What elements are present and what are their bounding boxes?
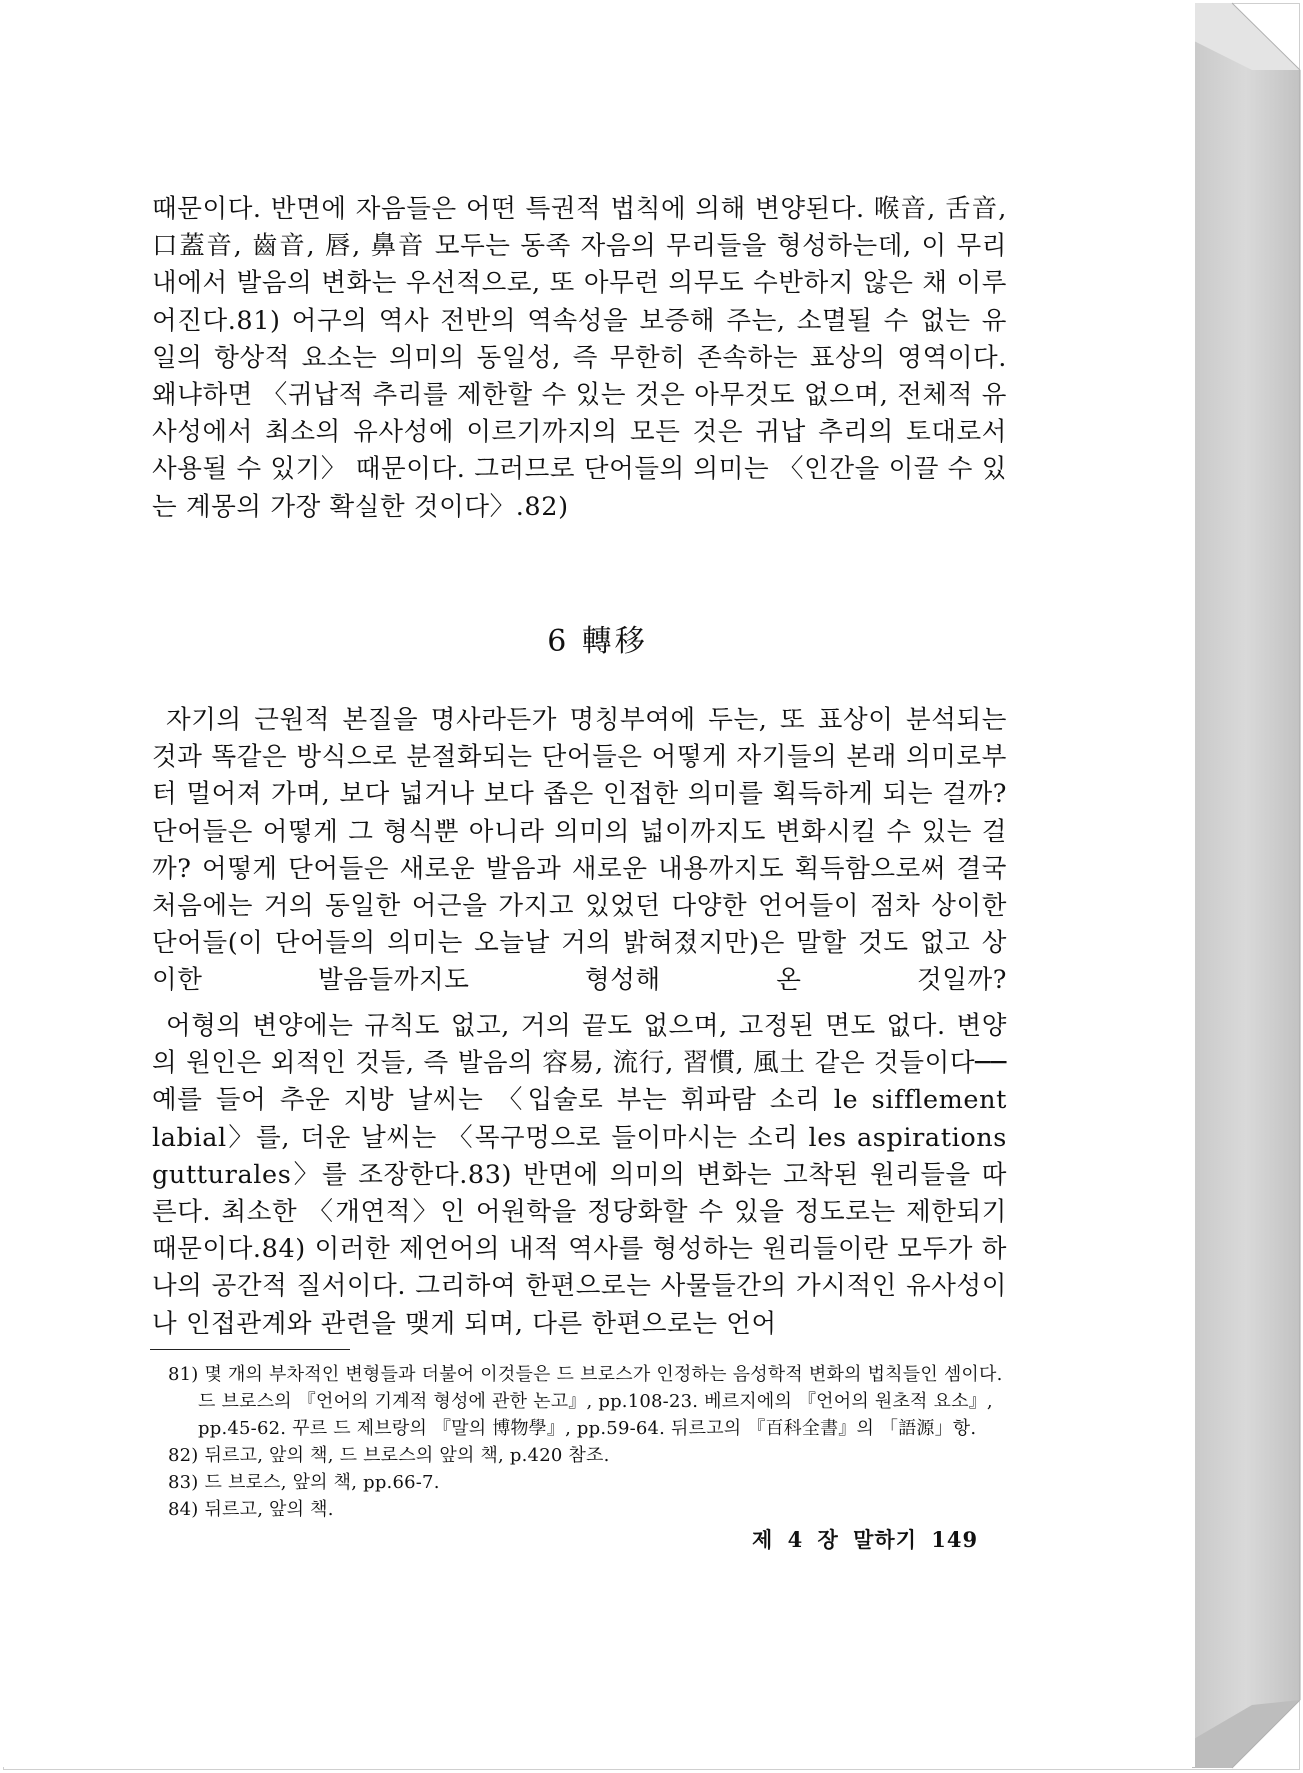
footnote-divider bbox=[150, 1349, 350, 1350]
book-edge bbox=[1192, 0, 1303, 1773]
paragraph-2: 자기의 근원적 본질을 명사라든가 명칭부여에 두는, 또 표상이 분석되는 것과 똑같은 방식으로 분절화되는 단어들은 어떻게 자기들의 본래 의미로부터 멀어져 가며, 보다 넓거나 보다 좁은 인접한 의미를 획득하게 되는 걸까? 단어들은 어떻게 그 형식뿐 아니라 의미의 넓이까지도 변화시킬 수 있는 걸까? 어떻게 단어들은 새로운 발음과 새로운 내용까지도 획득함으로써 결국 처음에는 거의 동일한 어근을 가지고 있었던 다양한 언어들이 점차 상이한 단어들(이 단어들의 의미는 오늘날 거의 밝혀졌지만)은 말할 것도 없고 상이한 발음들까지도 형성해 온 것일까? bbox=[152, 705, 1007, 996]
paragraph-3: 어형의 변양에는 규칙도 없고, 거의 끝도 없으며, 고정된 면도 없다. 변양의 원인은 외적인 것들, 즉 발음의 容易, 流行, 習慣, 風土 같은 것들이다──예를 들어 추운 지방 날씨는 〈입술로 부는 휘파람 소리 le sifflement labial〉를, 더운 날씨는 〈목구멍으로 들이마시는 소리 les aspirations gutturales〉를 조장한다.83) 반면에 의미의 변화는 고착된 원리들을 따른다. 최소한 〈개연적〉인 어원학을 정당화할 수 있을 정도로는 제한되기 때문이다.84) 이러한 제언어의 내적 역사를 형성하는 원리들이란 모두가 하나의 공간적 질서이다. 그리하여 한편으로는 사물들간의 가시적인 유사성이나 인접관계와 관련을 맺게 되며, 다른 한편으로는 언어 bbox=[152, 1011, 1007, 1339]
running-footer: 제 4 장 말하기 149 bbox=[752, 1527, 979, 1552]
footnote-82: 82) 뒤르고, 앞의 책, 드 브로스의 앞의 책, p.420 참조. bbox=[168, 1445, 610, 1466]
footnote-81: 81) 몇 개의 부차적인 변형들과 더불어 이것들은 드 브로스가 인정하는 음성학적 변화의 법칙들인 셈이다. 드 브로스의 『언어의 기계적 형성에 관한 논고』, pp.108-23. 베르지에의 『언어의 원초적 요소』, pp.45-62. 꾸르 드 제브랑의 『말의 博物學』, pp.59-64. 뒤르고의 『百科全書』의 「語源」항. bbox=[168, 1364, 1003, 1439]
paragraph-1: 때문이다. 반면에 자음들은 어떤 특권적 법칙에 의해 변양된다. 喉音, 舌音, 口蓋音, 齒音, 唇, 鼻音 모두는 동족 자음의 무리들을 형성하는데, 이 무리 내에서 발음의 변화는 우선적으로, 또 아무런 의무도 수반하지 않은 채 이루어진다.81) 어구의 역사 전반의 역속성을 보증해 주는, 소멸될 수 없는 유일의 항상적 요소는 의미의 동일성, 즉 무한히 존속하는 표상의 영역이다. 왜냐하면 〈귀납적 추리를 제한할 수 있는 것은 아무것도 없으며, 전체적 유사성에서 최소의 유사성에 이르기까지의 모든 것은 귀납 추리의 토대로서 사용될 수 있기〉 때문이다. 그러므로 단어들의 의미는 〈인간을 이끌 수 있는 계몽의 가장 확실한 것이다〉.82) bbox=[152, 194, 1007, 522]
footnotes bbox=[168, 1361, 1008, 1523]
footnote-83: 83) 드 브로스, 앞의 책, pp.66-7. bbox=[168, 1472, 440, 1493]
footnote-84: 84) 뒤르고, 앞의 책. bbox=[168, 1499, 334, 1520]
section-heading: 6 轉移 bbox=[547, 624, 648, 659]
